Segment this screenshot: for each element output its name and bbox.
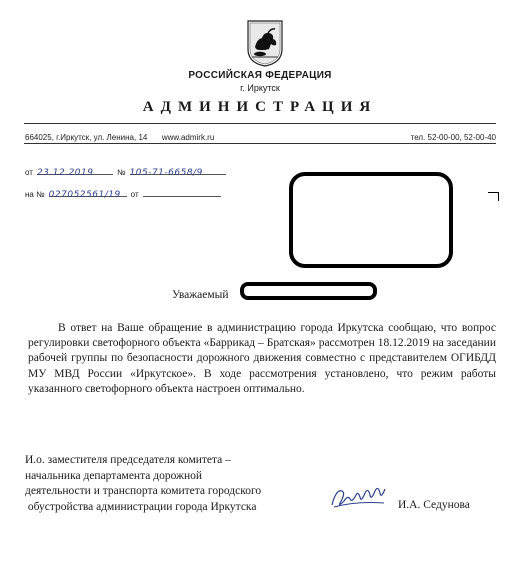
address: 664025, г.Иркутск, ул. Ленина, 14 xyxy=(25,133,148,142)
position-line: начальника департамента дорожной xyxy=(25,469,203,482)
coat-of-arms-icon xyxy=(246,19,284,67)
reply-number-value: 027052561/19 xyxy=(48,190,121,200)
position-line: И.о. заместителя председателя комитета – xyxy=(25,454,231,466)
reply-number-label: на № xyxy=(25,190,45,199)
number-value: 105-71-6658/9 xyxy=(129,168,203,178)
reply-from-label: от xyxy=(130,190,139,199)
date-reference-line xyxy=(25,162,226,180)
date-label: от xyxy=(25,168,33,177)
position-line: обустройства администрации города Иркутска xyxy=(25,500,257,513)
reply-reference-line xyxy=(25,184,221,202)
reply-number-field xyxy=(48,184,127,200)
city-name: г. Иркутск xyxy=(240,83,280,93)
signer-name: И.А. Седунова xyxy=(398,499,470,511)
header-divider-top xyxy=(24,123,496,124)
handwritten-signature xyxy=(328,481,388,513)
number-field xyxy=(129,162,226,178)
phone-numbers: тел. 52-00-00, 52-00-40 xyxy=(410,133,496,142)
address-corner-mark xyxy=(488,192,499,201)
website-link[interactable]: www.admirk.ru xyxy=(161,133,215,142)
contact-line xyxy=(25,133,214,142)
letter-body xyxy=(28,321,496,397)
reply-from-field xyxy=(143,184,221,197)
header-divider-bottom xyxy=(24,143,496,144)
federation-title: РОССИЙСКАЯ ФЕДЕРАЦИЯ xyxy=(188,70,332,81)
recipient-redaction xyxy=(289,172,453,268)
date-value: 23.12.2019 xyxy=(36,168,94,178)
date-field xyxy=(36,162,113,178)
signer-position xyxy=(25,453,261,515)
organization-title: АДМИНИСТРАЦИЯ xyxy=(142,99,378,115)
position-line: деятельности и транспорта комитета городского xyxy=(25,485,262,497)
number-label: № xyxy=(116,168,126,177)
name-redaction xyxy=(240,282,377,300)
salutation: Уважаемый xyxy=(172,289,229,301)
body-paragraph: В ответ на Ваше обращение в администрацию города Иркутска сообщаю, что вопрос регулировки светофорного объекта «Баррикад – Братская» рассмотрен 18.12.2019 на заседании рабочей группы по безопасности дорожного движения совместно с представителем ОГИБДД МУ МВД России «Иркутское». В ходе рассмотрения установлено, что режим работы указанного светофорного объекта настроен оптимально. xyxy=(28,322,496,395)
